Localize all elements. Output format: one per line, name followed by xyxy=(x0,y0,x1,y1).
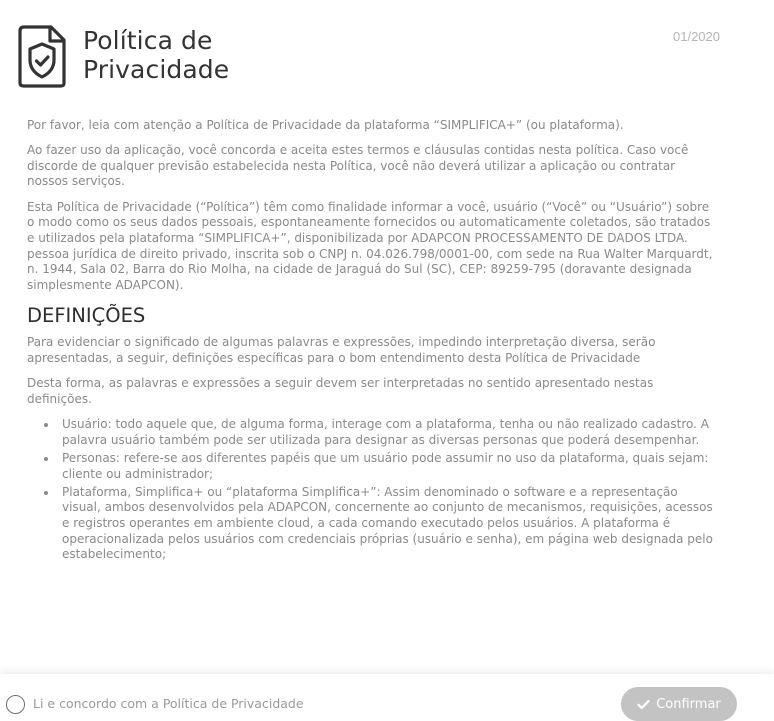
agree-label[interactable]: Li e concordo com a Política de Privacidade xyxy=(33,696,304,711)
page-title xyxy=(83,26,229,84)
page-title-line2: Privacidade xyxy=(83,55,230,84)
check-icon xyxy=(637,699,650,710)
page-title-line1: Política de xyxy=(83,26,213,55)
definition-item: Personas: refere-se aos diferentes papéis que um usuário pode assumir no uso da plataforma, quais sejam: cliente ou administrador; xyxy=(37,451,717,482)
intro-paragraph: Ao fazer uso da aplicação, você concorda e aceita estes termos e cláusulas contidas nesta política. Caso você discorde de qualquer previsão estabelecida nesta Política, você não deverá utilizar a aplicação ou contratar nossos serviços. xyxy=(27,143,689,189)
definition-item: Usuário: todo aquele que, de alguma forma, interage com a plataforma, tenha ou não realizado cadastro. A palavra usuário também pode ser utilizada para designar as diversas personas que poderá desempenhar. xyxy=(37,417,717,448)
definitions-paragraph: Para evidenciar o significado de algumas palavras e expressões, impedindo interpretação diversa, serão apresentadas, a seguir, definições específicas para o bom entendimento desta Política de Privacidade xyxy=(27,335,656,365)
agree-radio[interactable] xyxy=(6,695,25,714)
intro-paragraph: Por favor, leia com atenção a Política de Privacidade da plataforma “SIMPLIFICA+” (ou plataforma). xyxy=(27,118,624,132)
shield-check-icon xyxy=(17,24,67,88)
policy-content[interactable] xyxy=(27,118,717,673)
confirm-button[interactable] xyxy=(621,687,737,721)
definition-item: Plataforma, Simplifica+ ou “plataforma Simplifica+”: Assim denominado o software e a representação visual, ambos desenvolvidos pela ADAPCON, concernente ao conjunto de mecanismos, requisições, acessos e registros operantes em ambiente cloud, a cada comando executado pelos usuários. A plataforma é operacionalizada pelos usuários com credenciais próprias (usuário e senha), em página web designada pelo estabelecimento; xyxy=(37,485,717,563)
definitions-list xyxy=(37,417,717,563)
section-heading-definitions: DEFINIÇÕES xyxy=(27,304,146,328)
definitions-paragraph: Desta forma, as palavras e expressões a seguir devem ser interpretadas no sentido apresentado nestas definições. xyxy=(27,376,654,406)
confirm-label: Confirmar xyxy=(656,696,721,712)
policy-date: 01/2020 xyxy=(673,29,720,44)
header xyxy=(0,0,774,100)
intro-paragraph: Esta Política de Privacidade (“Política”) têm como finalidade informar a você, usuário (“Você” ou “Usuário”) sobre o modo como os seus dados pessoais, espontaneamente fornecidos ou automaticamente coletados, são tratados e utilizados pela plataforma “SIMPLIFICA+”, disponibilizada por ADAPCON PROCESSAMENTO DE DADOS LTDA. pessoa jurídica de direito privado, inscrita sob o CNPJ n. 04.026.798/0001-00, com sede na Rua Walter Marquardt, n. 1944, Sala 02, Barra do Rio Molha, na cidade de Jaraguá do Sul (SC), CEP: 89259-795 (doravante designada simplesmente ADAPCON). xyxy=(27,199,713,292)
